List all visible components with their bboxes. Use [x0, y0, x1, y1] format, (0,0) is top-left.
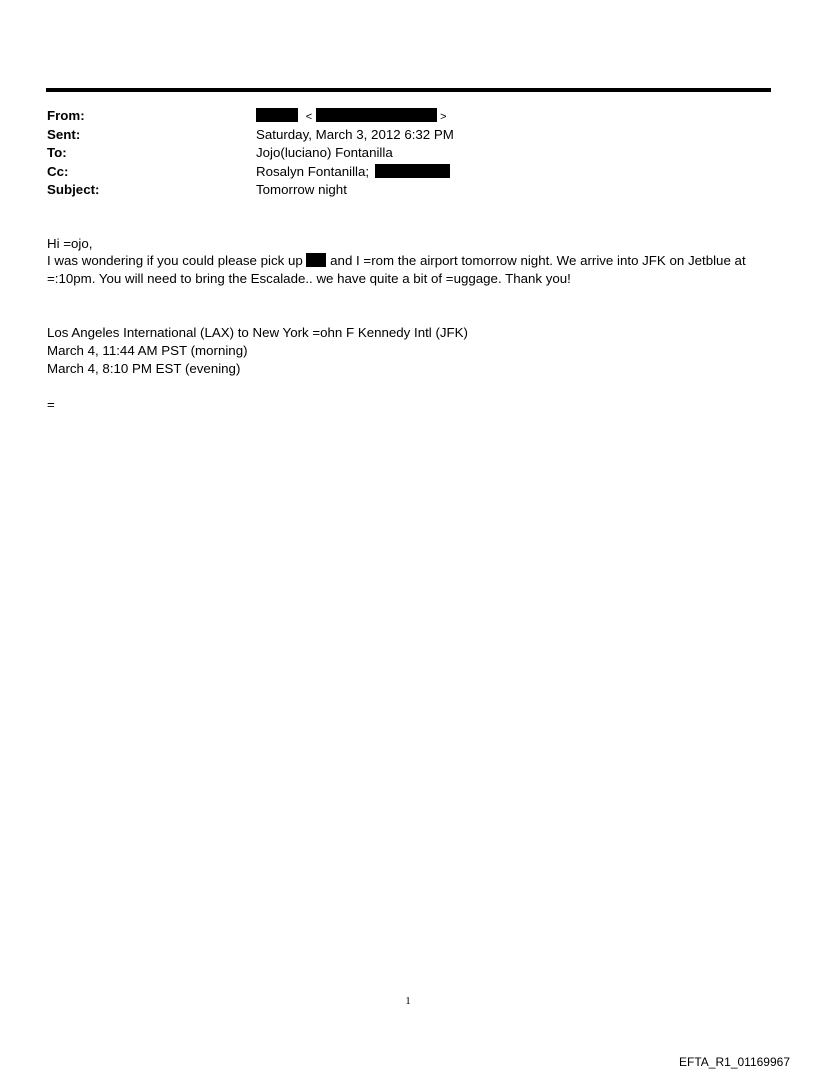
message-line-1-end: and I =rom the airport tomorrow night. We arrive into JFK on Jetblue at	[330, 253, 746, 268]
bates-number: EFTA_R1_01169967	[679, 1055, 790, 1069]
message-line-1	[47, 252, 746, 270]
page-number: 1	[405, 995, 411, 1007]
header-divider	[46, 88, 771, 92]
subject-label: Subject:	[47, 182, 100, 197]
message-line-2: =:10pm. You will need to bring the Escalade.. we have quite a bit of =uggage. Thank you!	[47, 271, 571, 286]
to-value: Jojo(luciano) Fontanilla	[256, 145, 393, 160]
subject-value: Tomorrow night	[256, 182, 347, 197]
subject-row	[47, 181, 767, 200]
sent-value: Saturday, March 3, 2012 6:32 PM	[256, 126, 454, 142]
trailing-character: =	[47, 397, 55, 412]
message-line-1-start: I was wondering if you could please pick up	[47, 253, 303, 268]
flight-arrival: March 4, 8:10 PM EST (evening)	[47, 361, 241, 376]
cc-label: Cc:	[47, 163, 69, 179]
sent-row	[47, 126, 767, 145]
redaction-box	[316, 108, 437, 122]
from-close-bracket: >	[440, 111, 447, 123]
from-open-bracket: <	[305, 111, 313, 123]
redaction-box	[256, 108, 298, 122]
to-label: To:	[47, 145, 67, 160]
redaction-box	[306, 253, 326, 267]
cc-recipient: Rosalyn Fontanilla;	[256, 163, 370, 179]
flight-departure: March 4, 11:44 AM PST (morning)	[47, 343, 248, 358]
cc-value	[256, 163, 450, 182]
to-row	[47, 144, 767, 163]
from-value	[256, 107, 447, 127]
redaction-box	[375, 164, 450, 178]
greeting: Hi =ojo,	[47, 236, 93, 251]
sent-label: Sent:	[47, 126, 81, 142]
cc-row	[47, 163, 767, 182]
flight-route: Los Angeles International (LAX) to New York =ohn F Kennedy Intl (JFK)	[47, 325, 468, 340]
email-header-block	[47, 107, 767, 200]
from-label: From:	[47, 108, 85, 123]
from-row	[47, 107, 767, 126]
